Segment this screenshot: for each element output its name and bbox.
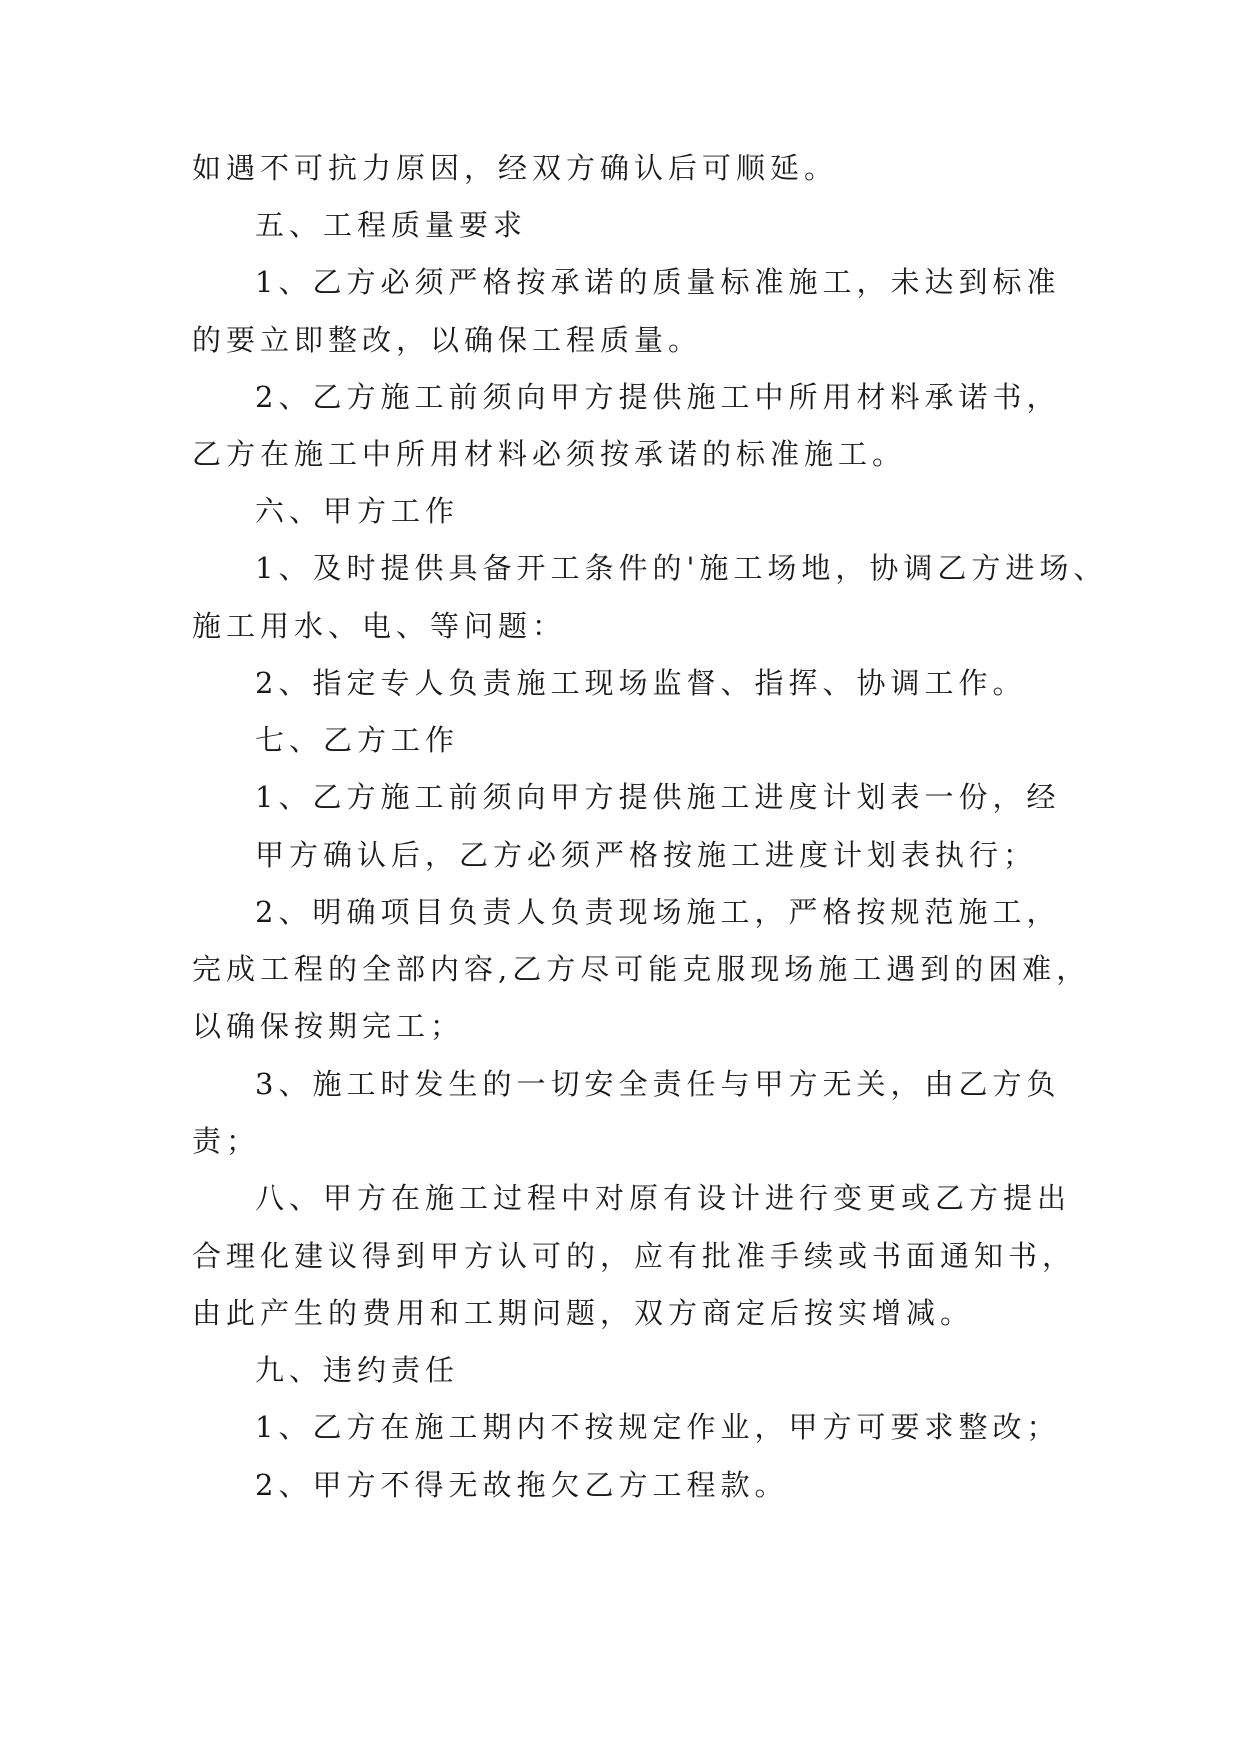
text-line: 2、明确项目负责人负责现场施工，严格按规范施工，: [255, 895, 1061, 929]
text-line: 八、甲方在施工过程中对原有设计进行变更或乙方提出: [255, 1181, 1072, 1215]
text-line: 1、及时提供具备开工条件的'施工场地，协调乙方进场、: [255, 551, 1108, 585]
text-line: 1、乙方施工前须向甲方提供施工进度计划表一份，经: [255, 780, 1061, 814]
text-line: 2、指定专人负责施工现场监督、指挥、协调工作。: [255, 666, 1027, 700]
section-heading: 六、甲方工作: [255, 494, 460, 528]
text-line: 1、乙方在施工期内不按规定作业，甲方可要求整改；: [255, 1410, 1061, 1444]
text-line: 的要立即整改，以确保工程质量。: [192, 323, 703, 357]
section-heading: 五、工程质量要求: [255, 208, 528, 242]
text-line: 施工用水、电、等问题：: [192, 609, 567, 643]
section-heading: 七、乙方工作: [255, 723, 460, 757]
text-line: 合理化建议得到甲方认可的，应有批准手续或书面通知书，: [192, 1239, 1077, 1273]
text-line: 完成工程的全部内容,乙方尽可能克服现场施工遇到的困难，: [192, 952, 1091, 986]
text-line: 2、乙方施工前须向甲方提供施工中所用材料承诺书，: [255, 380, 1061, 414]
text-line: 乙方在施工中所用材料必须按承诺的标准施工。: [192, 437, 907, 471]
text-line: 如遇不可抗力原因，经双方确认后可顺延。: [192, 151, 839, 185]
text-line: 2、甲方不得无故拖欠乙方工程款。: [255, 1468, 789, 1502]
section-heading: 九、违约责任: [255, 1353, 460, 1387]
text-line: 1、乙方必须严格按承诺的质量标准施工，未达到标准: [255, 265, 1061, 299]
text-line: 以确保按期完工；: [192, 1009, 465, 1043]
text-line: 责；: [192, 1124, 261, 1158]
text-line: 甲方确认后，乙方必须严格按施工进度计划表执行；: [255, 838, 1038, 872]
text-line: 3、施工时发生的一切安全责任与甲方无关，由乙方负: [255, 1067, 1061, 1101]
text-line: 由此产生的费用和工期问题，双方商定后按实增减。: [192, 1296, 975, 1330]
